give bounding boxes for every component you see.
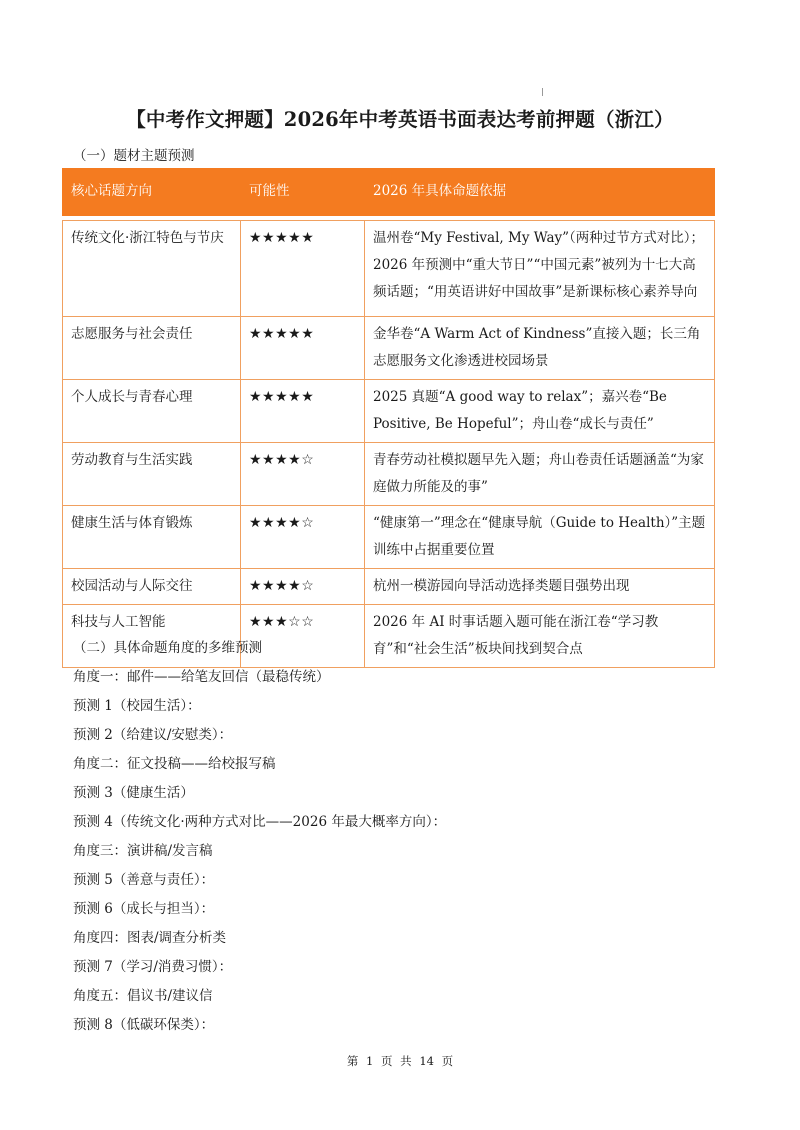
row-rating: ★★★★★ (241, 317, 365, 380)
row-rating: ★★★★★ (241, 380, 365, 443)
row-basis: 青春劳动社模拟题早先入题；舟山卷责任话题涵盖“为家庭做力所能及的事” (365, 443, 715, 506)
row-basis: “健康第一”理念在“健康导航（Guide to Health）”主题训练中占据重要位置 (365, 506, 715, 569)
table-row (63, 506, 715, 569)
angle-5: 角度五：倡议书/建议信 (73, 988, 213, 1004)
table-row (63, 317, 715, 380)
row-rating: ★★★★☆ (241, 443, 365, 506)
angle-1: 角度一：邮件——给笔友回信（最稳传统） (73, 669, 330, 685)
section-heading-topics: （一）题材主题预测 (73, 148, 195, 164)
header-likelihood: 可能性 (241, 169, 365, 216)
row-basis: 杭州一模游园向导活动选择类题目强势出现 (365, 569, 715, 605)
row-rating: ★★★☆☆ (241, 605, 365, 668)
table-row (63, 380, 715, 443)
row-topic: 个人成长与青春心理 (63, 380, 241, 443)
prediction-4: 预测 4（传统文化·两种方式对比——2026 年最大概率方向）： (73, 814, 447, 830)
prediction-3: 预测 3（健康生活） (73, 785, 194, 801)
row-basis: 2025 真题“A good way to relax”；嘉兴卷“Be Positive, Be Hopeful”；舟山卷“成长与责任” (365, 380, 715, 443)
row-topic: 劳动教育与生活实践 (63, 443, 241, 506)
row-topic: 志愿服务与社会责任 (63, 317, 241, 380)
row-rating: ★★★★☆ (241, 569, 365, 605)
row-basis: 温州卷“My Festival, My Way”（两种过节方式对比）；2026 年预测中“重大节日”“中国元素”被列为十七大高频话题；“用英语讲好中国故事”是新课标核心素养导向 (365, 221, 715, 317)
table-row (63, 443, 715, 506)
row-rating: ★★★★☆ (241, 506, 365, 569)
table-header-row (63, 169, 715, 216)
header-basis: 2026 年具体命题依据 (365, 169, 715, 216)
prediction-7: 预测 7（学习/消费习惯）： (73, 959, 233, 975)
page-footer: 第 1 页 共 14 页 (346, 1054, 454, 1068)
angle-2: 角度二：征文投稿——给校报写稿 (73, 756, 276, 772)
row-topic: 科技与人工智能 (63, 605, 241, 668)
angle-4: 角度四：图表/调查分析类 (73, 930, 227, 946)
prediction-6: 预测 6（成长与担当）： (73, 901, 215, 917)
angle-3: 角度三：演讲稿/发言稿 (73, 843, 213, 859)
prediction-5: 预测 5（善意与责任）： (73, 872, 215, 888)
row-basis: 2026 年 AI 时事话题入题可能在浙江卷“学习教育”和“社会生活”板块间找到契合点 (365, 605, 715, 668)
page-title: 【中考作文押题】2026年中考英语书面表达考前押题（浙江） (126, 108, 674, 131)
row-topic: 传统文化·浙江特色与节庆 (63, 221, 241, 317)
topic-prediction-table (62, 168, 715, 668)
prediction-2: 预测 2（给建议/安慰类）： (73, 727, 233, 743)
header-topic: 核心话题方向 (63, 169, 241, 216)
section-heading-angles: （二）具体命题角度的多维预测 (73, 640, 262, 656)
row-basis: 金华卷“A Warm Act of Kindness”直接入题；长三角志愿服务文化渗透进校园场景 (365, 317, 715, 380)
prediction-1: 预测 1（校园生活）： (73, 698, 201, 714)
row-topic: 校园活动与人际交往 (63, 569, 241, 605)
table-row (63, 221, 715, 317)
scan-mark (542, 88, 543, 96)
row-rating: ★★★★★ (241, 221, 365, 317)
row-topic: 健康生活与体育锻炼 (63, 506, 241, 569)
prediction-8: 预测 8（低碳环保类）： (73, 1017, 215, 1033)
table-row (63, 569, 715, 605)
